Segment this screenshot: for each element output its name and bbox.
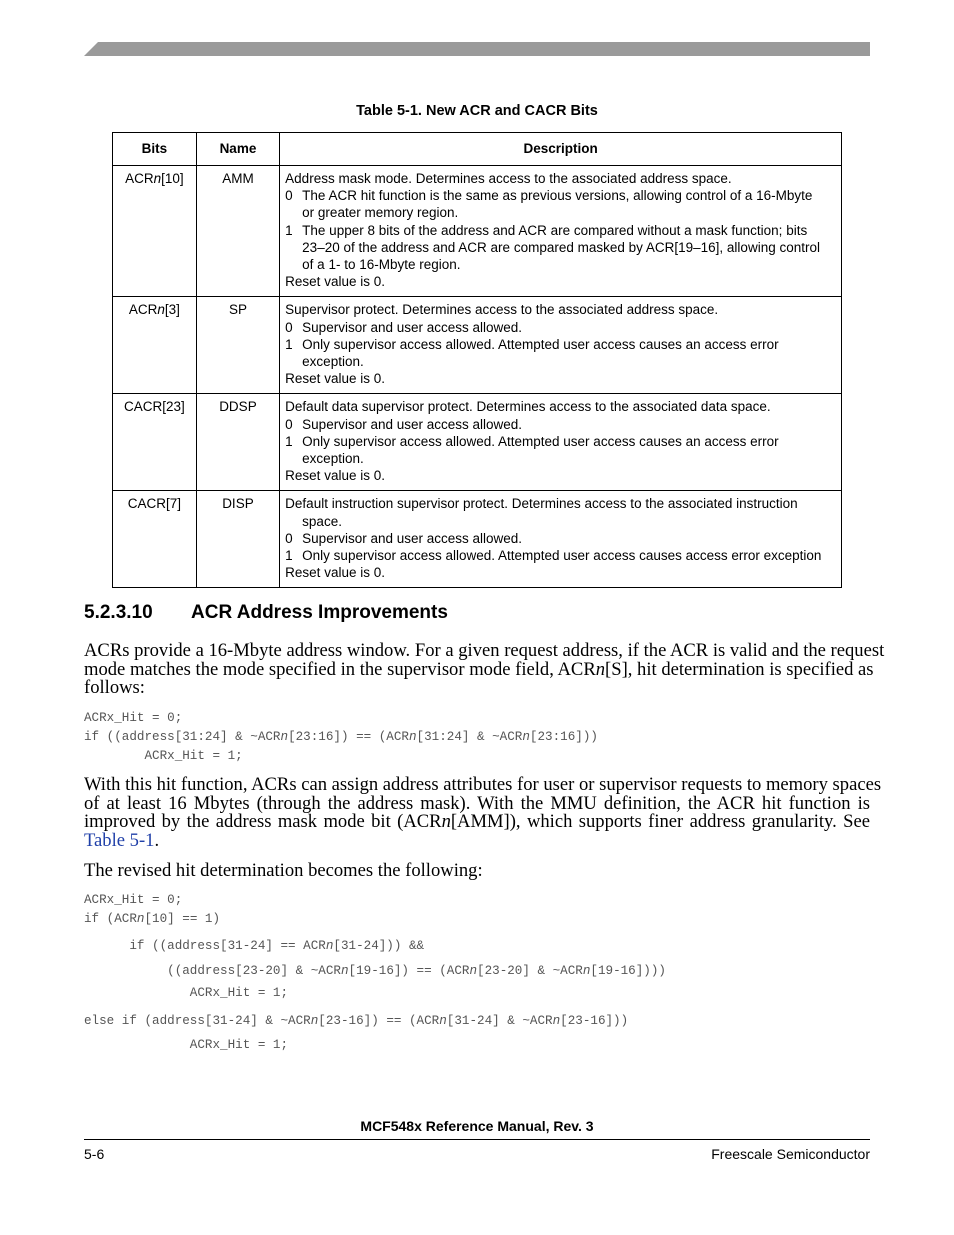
code-block-2-line-6: else if (address[31-24] & ~ACRn[23-16]) == (ACRn[31-24] & ~ACRn[23-16])): [84, 1014, 629, 1028]
name-cell: DISP: [196, 491, 279, 588]
bits-cell: ACRn[3]: [113, 297, 197, 394]
footer-title: MCF548x Reference Manual, Rev. 3: [360, 1118, 594, 1134]
description-cell: Default instruction supervisor protect. Determines access to the associated instruction space. 0 Supervisor and user access allowed. 1 Only supervisor access allowed. Attempted user access causes access error exception Reset value is 0.: [280, 491, 842, 588]
table-caption: Table 5-1. New ACR and CACR Bits: [356, 103, 598, 119]
code-block-2-line-4: ((address[23-20] & ~ACRn[19-16]) == (ACRn[23-20] & ~ACRn[19-16]))): [84, 964, 666, 978]
table-row: [113, 394, 842, 491]
section-heading: [84, 602, 448, 624]
footer-company: Freescale Semiconductor: [711, 1146, 870, 1162]
name-cell: AMM: [196, 166, 279, 297]
section-title: ACR Address Improvements: [191, 602, 448, 623]
bits-cell: CACR[23]: [113, 394, 197, 491]
code-block-2-line-7: ACRx_Hit = 1;: [84, 1038, 289, 1052]
name-cell: DDSP: [196, 394, 279, 491]
description-cell: Address mask mode. Determines access to the associated address space. 0 The ACR hit function is the same as previous versions, allowing control of a 16-Mbyte or greater memory region. 1 The upper 8 bits of the address and ACR are compared without a mask function; bits 23–20 of the address and ACR are compared masked by ACR[19–16], allowing control of a 1- to 16-Mbyte region. Reset value is 0.: [280, 166, 842, 297]
code-block-2: ACRx_Hit = 0; if (ACRn[10] == 1): [84, 893, 221, 926]
description-cell: Supervisor protect. Determines access to the associated address space. 0 Supervisor and user access allowed. 1 Only supervisor access allowed. Attempted user access causes an access error exception. Reset value is 0.: [280, 297, 842, 394]
code-block-2-line-5: ACRx_Hit = 1;: [84, 986, 289, 1000]
code-block-1: ACRx_Hit = 0; if ((address[31:24] & ~ACRn[23:16]) == (ACRn[31:24] & ~ACRn[23:16])) ACRx_Hit = 1;: [84, 711, 598, 763]
paragraph-hit-function: With this hit function, ACRs can assign address attributes for user or supervisor requests to memory spaces of at least 16 Mbytes (through the address mask). With the MMU definition, the ACR hit function is improved by the address mask mode bit (ACRn[AMM]), which supports finer address granularity. See Table 5-1.: [84, 774, 882, 851]
section-number: 5.2.3.10: [84, 602, 153, 623]
paragraph-intro: ACRs provide a 16-Mbyte address window. For a given request address, if the ACR is valid and the request mode matches the mode specified in the supervisor mode field, ACRn[S], hit determination is specified as follows:: [84, 640, 885, 699]
table-row: [113, 166, 842, 297]
header-bits: Bits: [113, 133, 197, 166]
header-name: Name: [196, 133, 279, 166]
bits-cell: ACRn[10]: [113, 166, 197, 297]
bits-table: [112, 132, 842, 588]
bits-cell: CACR[7]: [113, 491, 197, 588]
paragraph-revised: The revised hit determination becomes the following:: [84, 860, 483, 881]
table-header-row: [113, 133, 842, 166]
footer-divider: [84, 1139, 870, 1140]
table-5-1-link[interactable]: Table 5-1: [84, 829, 155, 851]
table-row: [113, 491, 842, 588]
description-cell: Default data supervisor protect. Determines access to the associated data space. 0 Supervisor and user access allowed. 1 Only supervisor access allowed. Attempted user access causes an access error exception. Reset value is 0.: [280, 394, 842, 491]
table-row: [113, 297, 842, 394]
page-number: 5-6: [84, 1146, 105, 1162]
name-cell: SP: [196, 297, 279, 394]
header-bar: [84, 42, 870, 56]
header-description: Description: [280, 133, 842, 166]
code-block-2-line-3: if ((address[31-24] == ACRn[31-24])) &&: [84, 939, 425, 953]
